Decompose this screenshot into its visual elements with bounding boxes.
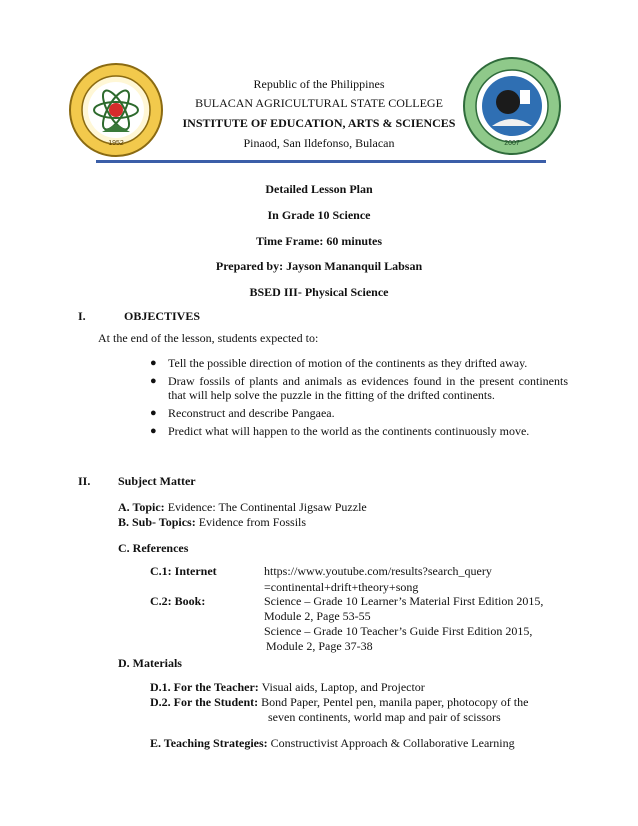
objectives-intro: At the end of the lesson, students expected to:	[98, 331, 319, 345]
plan-title: Detailed Lesson Plan	[265, 182, 373, 196]
plan-time-frame: Time Frame: 60 minutes	[255, 234, 383, 248]
list-item	[148, 356, 568, 370]
subtopic-line	[118, 515, 306, 529]
references-heading: C. References	[118, 541, 189, 555]
materials-student-value-2: seven continents, world map and pair of scissors	[268, 710, 501, 724]
materials-student-label: D.2. For the Student:	[150, 695, 259, 709]
list-item	[148, 406, 568, 420]
objective-text: Tell the possible direction of motion of the continents as they drifted away.	[168, 356, 528, 370]
list-item	[148, 424, 568, 438]
teaching-strategies-value: Constructivist Approach & Collaborative Learning	[270, 736, 515, 750]
reference-internet-label: C.1: Internet	[150, 564, 217, 578]
subtopic-label: B. Sub- Topics:	[118, 515, 196, 529]
plan-prepared-by: Prepared by: Jayson Mananquil Labsan	[215, 259, 423, 273]
materials-teacher-label: D.1. For the Teacher:	[150, 680, 259, 694]
reference-internet-url-1: https://www.youtube.com/results?search_query	[264, 564, 492, 578]
objectives-heading: OBJECTIVES	[124, 309, 201, 323]
right-logo-year: 2007	[504, 140, 520, 147]
subject-number: II.	[78, 474, 91, 488]
plan-grade: In Grade 10 Science	[267, 208, 371, 222]
materials-teacher-value: Visual aids, Laptop, and Projector	[261, 680, 425, 694]
objectives-number: I.	[78, 309, 86, 323]
subtopic-value: Evidence from Fossils	[198, 515, 307, 529]
list-item	[148, 374, 568, 402]
header-address: Pinaod, San Ildefonso, Bulacan	[243, 136, 395, 150]
objectives-list	[148, 356, 568, 442]
bullet-icon: ●	[150, 375, 157, 387]
objective-text: Reconstruct and describe Pangaea.	[168, 406, 335, 420]
teaching-strategies-line	[150, 736, 515, 750]
header-institute-name: INSTITUTE OF EDUCATION, ARTS & SCIENCES	[182, 116, 456, 130]
teaching-strategies-label: E. Teaching Strategies:	[150, 736, 268, 750]
reference-book-label: C.2: Book:	[150, 594, 206, 608]
plan-course: BSED III- Physical Science	[249, 285, 389, 299]
topic-label: A. Topic:	[118, 500, 165, 514]
bullet-icon: ●	[150, 425, 157, 437]
objective-text: Predict what will happen to the world as the continents continuously move.	[168, 424, 530, 438]
left-logo-year: 1952	[108, 140, 124, 147]
reference-book-line-4: Module 2, Page 37-38	[266, 639, 373, 653]
materials-teacher-line	[150, 680, 425, 694]
materials-student-value-1: Bond Paper, Pentel pen, manila paper, photocopy of the	[261, 695, 529, 709]
header-divider	[96, 160, 546, 163]
reference-internet-url-2: =continental+drift+theory+song	[264, 580, 419, 594]
header-republic: Republic of the Philippines	[253, 77, 385, 91]
header-college-name: BULACAN AGRICULTURAL STATE COLLEGE	[195, 96, 443, 110]
subject-heading: Subject Matter	[118, 474, 196, 488]
reference-book-line-3: Science – Grade 10 Teacher’s Guide First Edition 2015,	[264, 624, 533, 638]
bullet-icon: ●	[150, 407, 157, 419]
reference-book-line-1: Science – Grade 10 Learner’s Material First Edition 2015,	[264, 594, 544, 608]
reference-book-line-2: Module 2, Page 53-55	[264, 609, 371, 623]
materials-student-line	[150, 695, 528, 709]
topic-value: Evidence: The Continental Jigsaw Puzzle	[167, 500, 367, 514]
materials-heading: D. Materials	[118, 656, 182, 670]
objective-text: Draw fossils of plants and animals as evidences found in the present continents that will help solve the puzzle in the fitting of the drifted continents.	[168, 374, 568, 402]
topic-line	[118, 500, 367, 514]
bullet-icon: ●	[150, 357, 157, 369]
